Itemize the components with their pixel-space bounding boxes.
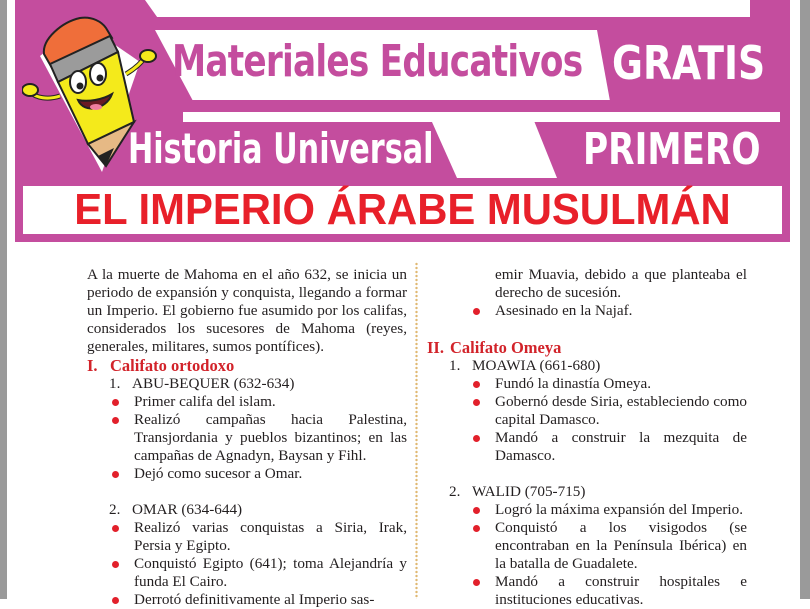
item-heading — [449, 357, 747, 375]
page-margin-left — [7, 0, 15, 599]
item-title: OMAR (634-644) — [132, 501, 243, 518]
bullet-list — [427, 302, 747, 320]
list-item — [87, 375, 407, 483]
bullet-item: Dejó como sucesor a Omar. — [134, 465, 407, 483]
item-heading — [449, 483, 747, 501]
bullet-item: Gobernó desde Siria, estableciendo como capital Damasco. — [495, 393, 747, 428]
banner-divider-band — [183, 112, 780, 122]
topic-title-bar — [15, 178, 790, 242]
section-title: Califato Omeya — [450, 338, 562, 357]
bullet-item: Mandó a construir hospitales e instituciones educativas. — [495, 573, 747, 608]
left-column — [87, 266, 407, 609]
brand-title: Materiales Educativos — [172, 36, 583, 87]
bullet-item: Derrotó definitivamente al Imperio sas- — [134, 591, 407, 609]
spacer — [427, 320, 747, 338]
continued-text: emir Muavia, debido a que planteaba el derecho de sucesión. — [495, 266, 747, 301]
section-title: Califato ortodoxo — [110, 356, 235, 375]
section-number: II. — [427, 338, 444, 357]
item-number: 1. — [109, 375, 121, 392]
item-number: 1. — [449, 357, 461, 374]
intro-paragraph: A la muerte de Mahoma en el año 632, se inicia un periodo de expansión y conquista, llegando a formar un Imperio. El gobierno fue asumido por los califas, considerados los sucesores de Mahoma (reyes, generales, militares, sumos pontífices). — [87, 266, 407, 355]
bullet-item: Primer califa del islam. — [134, 393, 407, 411]
item-heading — [109, 375, 407, 393]
topic-title: EL IMPERIO ÁRABE MUSULMÁN — [74, 185, 731, 234]
list-item — [87, 501, 407, 609]
item-number: 2. — [109, 501, 121, 518]
right-column — [427, 266, 747, 609]
section-heading — [427, 338, 747, 357]
bullet-item: Asesinado en la Najaf. — [495, 302, 747, 320]
spacer — [427, 465, 747, 483]
list-item — [427, 357, 747, 465]
banner-top-strip — [145, 0, 750, 17]
column-divider — [415, 262, 418, 599]
bullet-list — [449, 501, 747, 609]
subject-title: Historia Universal — [128, 124, 434, 173]
section-heading — [87, 356, 407, 375]
pencil-mascot-icon — [22, 4, 162, 174]
page-edge-left — [0, 0, 7, 599]
bullet-item: Conquistó a los visigodos (se encontraban en la Península Ibérica) en la batalla de Guadalete. — [495, 519, 747, 572]
item-title: WALID (705-715) — [472, 483, 586, 500]
item-title: MOAWIA (661-680) — [472, 357, 601, 374]
spacer — [87, 483, 407, 501]
item-heading — [109, 501, 407, 519]
item-number: 2. — [449, 483, 461, 500]
item-title: ABU-BEQUER (632-634) — [132, 375, 295, 392]
grade-label: PRIMERO — [583, 124, 761, 175]
bullet-item: Mandó a construir la mezquita de Damasco. — [495, 429, 747, 464]
bullet-item: Realizó varias conquistas a Siria, Irak, Persia y Egipto. — [134, 519, 407, 554]
section-number: I. — [87, 356, 98, 375]
bullet-item: Fundó la dinastía Omeya. — [495, 375, 747, 393]
page-edge-right — [800, 0, 810, 599]
list-item — [427, 483, 747, 609]
bullet-list — [449, 375, 747, 465]
topic-title-box — [23, 186, 782, 234]
bullet-list — [109, 393, 407, 483]
bullet-list — [109, 519, 407, 609]
bullet-item: Conquistó Egipto (641); toma Alejandría y funda El Cairo. — [134, 555, 407, 590]
bullet-item: Logró la máxima expansión del Imperio. — [495, 501, 747, 519]
brand-badge: GRATIS — [612, 36, 766, 90]
bullet-item: Realizó campañas hacia Palestina, Transjordania y pueblos bizantinos; en las campañas de Agnadyn, Baysan y Fihl. — [134, 411, 407, 464]
